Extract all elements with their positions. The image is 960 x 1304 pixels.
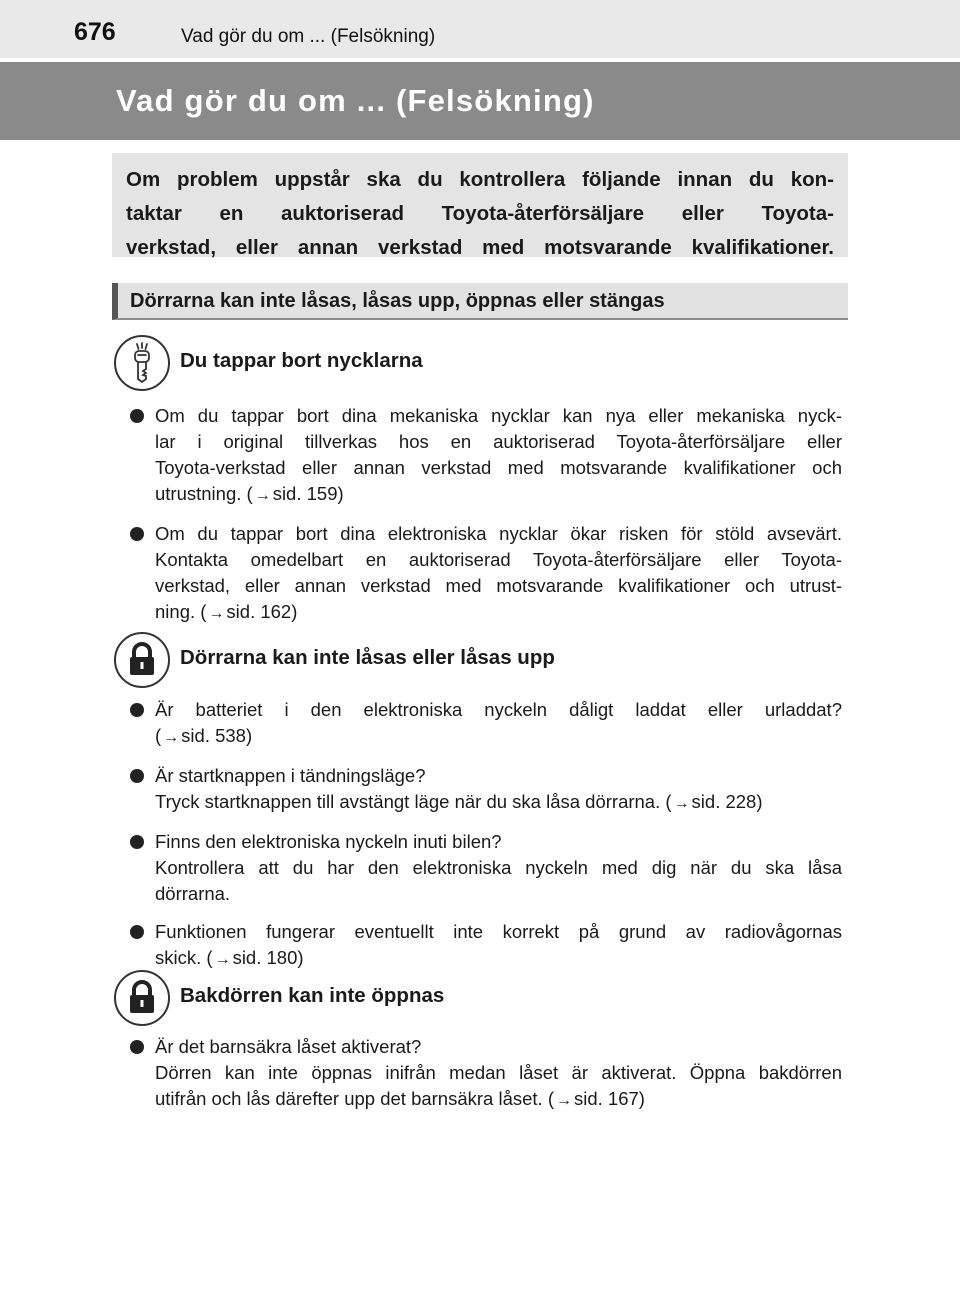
text-fragment: utrustning. ( [155, 483, 253, 504]
bullet-icon [130, 527, 144, 541]
section-title: Dörrarna kan inte låsas, låsas upp, öppnas eller stängas [130, 290, 665, 312]
text-line: Kontakta omedelbart en auktoriserad Toyota-återförsäljare eller Toyota- [155, 549, 842, 570]
title-bar [0, 62, 960, 140]
text-line: Är batteriet i den elektroniska nyckeln dåligt laddat eller urladdat? [155, 699, 842, 720]
text-line [155, 789, 842, 817]
page-header [0, 0, 960, 58]
bullet-icon [130, 835, 144, 849]
list-item [128, 1034, 842, 1114]
list-item [128, 521, 842, 627]
page-reference: sid. 538) [181, 725, 253, 746]
intro-line: taktar en auktoriserad Toyota-återförsäljare eller Toyota- [126, 202, 834, 225]
padlock-icon [114, 632, 170, 688]
bullet-list [128, 403, 842, 639]
subsection-title: Du tappar bort nycklarna [180, 349, 423, 372]
bullet-icon [130, 703, 144, 717]
text-line: Dörren kan inte öppnas inifrån medan låset är aktiverat. Öppna bakdörren [155, 1062, 842, 1083]
text-fragment: skick. ( [155, 947, 213, 968]
text-line [155, 723, 842, 751]
page-number: 676 [74, 18, 116, 46]
bullet-icon [130, 769, 144, 783]
text-line: Kontrollera att du har den elektroniska nyckeln med dig när du ska låsa [155, 857, 842, 878]
text-line: Är startknappen i tändningsläge? [155, 765, 426, 786]
text-fragment: ( [155, 725, 162, 746]
list-item [128, 829, 842, 907]
intro-line: verkstad, eller annan verkstad med motsvarande kvalifikationer. [126, 236, 834, 259]
text-line: Om du tappar bort dina elektroniska nycklar ökar risken för stöld avsevärt. [155, 523, 842, 544]
bullet-icon [130, 1040, 144, 1054]
page-reference: sid. 228) [691, 791, 763, 812]
bullet-icon [130, 409, 144, 423]
arrow-icon: → [214, 951, 231, 968]
intro-box [112, 153, 848, 257]
page-reference: sid. 167) [574, 1088, 645, 1109]
page-title: Vad gör du om ... (Felsökning) [116, 83, 595, 118]
text-line: Funktionen fungerar eventuellt inte korrekt på grund av radiovågornas [155, 921, 842, 942]
text-line [155, 1086, 842, 1114]
page-reference: sid. 159) [272, 483, 344, 504]
text-line: Är det barnsäkra låset aktiverat? [155, 1036, 422, 1057]
text-line: verkstad, eller annan verkstad med motsvarande kvalifikationer och utrust- [155, 575, 842, 596]
text-line: Finns den elektroniska nyckeln inuti bilen? [155, 831, 502, 852]
section-header [112, 283, 848, 320]
running-head: Vad gör du om ... (Felsökning) [181, 26, 436, 47]
key-icon [114, 335, 170, 391]
arrow-icon: → [208, 605, 225, 622]
intro-text [126, 163, 834, 265]
list-item [128, 697, 842, 751]
text-line: Toyota-verkstad eller annan verkstad med motsvarande kvalifikationer och [155, 457, 842, 478]
list-item [128, 763, 842, 817]
text-line [155, 481, 842, 509]
text-fragment: ning. ( [155, 601, 207, 622]
subsection-title: Bakdörren kan inte öppnas [180, 984, 445, 1007]
page-reference: sid. 162) [226, 601, 298, 622]
text-line [155, 945, 842, 973]
text-line: dörrarna. [155, 883, 231, 904]
text-line [155, 599, 842, 627]
bullet-list [128, 1034, 842, 1126]
list-item [128, 403, 842, 509]
intro-line: Om problem uppstår ska du kontrollera följande innan du kon- [126, 168, 834, 191]
arrow-icon: → [163, 729, 180, 746]
bullet-icon [130, 925, 144, 939]
arrow-icon: → [254, 487, 271, 504]
arrow-icon: → [556, 1092, 572, 1109]
arrow-icon: → [673, 795, 690, 812]
bullet-list [128, 697, 842, 985]
page-reference: sid. 180) [232, 947, 304, 968]
text-fragment: Tryck startknappen till avstängt läge när du ska låsa dörrarna. ( [155, 791, 672, 812]
padlock-icon [114, 970, 170, 1026]
text-line: Om du tappar bort dina mekaniska nycklar kan nya eller mekaniska nyck- [155, 405, 842, 426]
list-item [128, 919, 842, 973]
text-line: lar i original tillverkas hos en auktoriserad Toyota-återförsäljare eller [155, 431, 842, 452]
subsection-title: Dörrarna kan inte låsas eller låsas upp [180, 646, 555, 669]
text-fragment: utifrån och lås därefter upp det barnsäkra låset. ( [155, 1088, 554, 1109]
